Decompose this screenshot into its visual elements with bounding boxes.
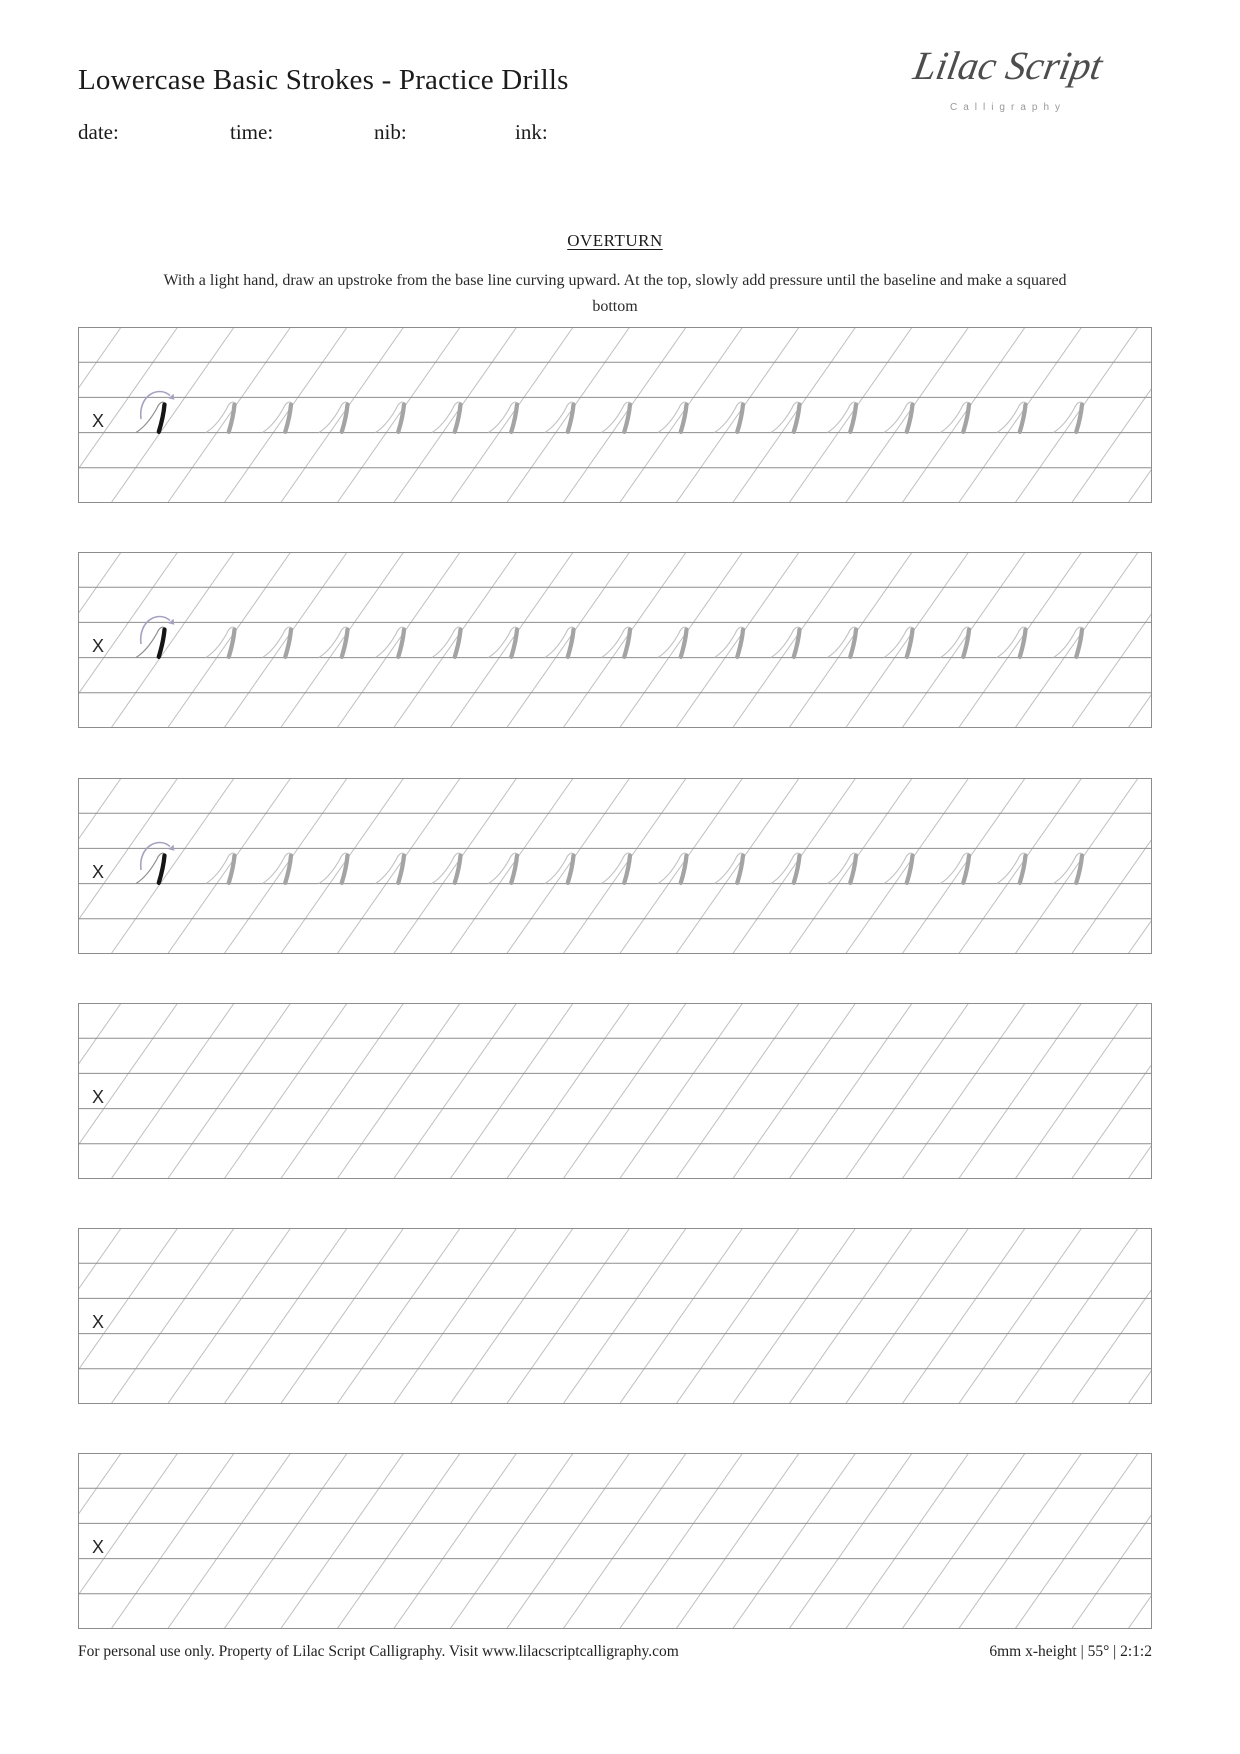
example-stroke-faded [884, 853, 913, 883]
example-stroke-faded [602, 402, 631, 432]
field-label-ink: ink: [515, 120, 548, 144]
row-marker: X [92, 1537, 105, 1557]
example-stroke-faded [771, 402, 800, 432]
example-stroke-faded [432, 853, 461, 883]
example-stroke-faded [432, 627, 461, 657]
field-label-date: date: [78, 120, 119, 144]
example-stroke-faded [489, 853, 518, 883]
example-stroke-faded [941, 402, 970, 432]
example-stroke-faded [206, 627, 235, 657]
example-stroke-faded [997, 402, 1026, 432]
example-stroke-faded [1054, 402, 1083, 432]
example-stroke-faded [319, 627, 348, 657]
example-stroke-faded [489, 402, 518, 432]
instruction-line: bottom [592, 298, 638, 315]
example-stroke-faded [828, 627, 857, 657]
row-marker: X [92, 1312, 105, 1332]
row-marker: X [92, 411, 105, 431]
guideline-grid [78, 327, 1152, 503]
example-stroke-faded [432, 402, 461, 432]
example-stroke-faded [206, 853, 235, 883]
row-marker: X [92, 636, 105, 656]
example-stroke-faded [263, 402, 292, 432]
guideline-grid [78, 778, 1152, 954]
example-stroke-faded [771, 627, 800, 657]
example-stroke-faded [715, 853, 744, 883]
example-stroke-faded [715, 402, 744, 432]
example-stroke-faded [658, 627, 687, 657]
example-stroke-faded [376, 402, 405, 432]
example-stroke-faded [884, 402, 913, 432]
row-marker: X [92, 1087, 105, 1107]
example-stroke-faded [376, 853, 405, 883]
example-stroke-faded [602, 627, 631, 657]
example-stroke-faded [715, 627, 744, 657]
example-stroke-faded [319, 402, 348, 432]
example-stroke-faded [884, 627, 913, 657]
guideline-grid [78, 1228, 1152, 1404]
example-stroke-faded [545, 402, 574, 432]
practice-row-2 [78, 552, 1152, 728]
example-stroke-faded [658, 402, 687, 432]
example-stroke-faded [319, 853, 348, 883]
field-label-nib: nib: [374, 120, 407, 144]
footer-guide-specs: 6mm x-height | 55° | 2:1:2 [989, 1643, 1152, 1660]
practice-row-6 [78, 1453, 1152, 1629]
logo-script-text: Lilac Script [910, 43, 1106, 88]
instruction-line: With a light hand, draw an upstroke from the base line curving upward. At the top, slowly add pressure until the baseline and make a squared [163, 272, 1067, 289]
logo-subtitle: Calligraphy [949, 102, 1067, 113]
example-stroke-faded [828, 402, 857, 432]
page-title: Lowercase Basic Strokes - Practice Drills [78, 64, 569, 96]
example-stroke-faded [997, 853, 1026, 883]
example-stroke-faded [997, 627, 1026, 657]
example-stroke-faded [489, 627, 518, 657]
example-stroke-faded [941, 853, 970, 883]
example-stroke-faded [828, 853, 857, 883]
practice-row-1 [78, 327, 1152, 503]
field-label-time: time: [230, 120, 274, 144]
example-stroke-faded [1054, 853, 1083, 883]
example-stroke-faded [263, 853, 292, 883]
example-stroke-faded [376, 627, 405, 657]
guideline-grid [78, 1453, 1152, 1629]
example-stroke-faded [206, 402, 235, 432]
example-stroke-faded [771, 853, 800, 883]
practice-row-5 [78, 1228, 1152, 1404]
example-stroke-faded [1054, 627, 1083, 657]
example-stroke-faded [263, 627, 292, 657]
example-stroke-faded [545, 627, 574, 657]
example-stroke-faded [658, 853, 687, 883]
example-stroke-faded [602, 853, 631, 883]
example-stroke-faded [941, 627, 970, 657]
row-marker: X [92, 862, 105, 882]
section-heading-text: OVERTURN [567, 231, 663, 250]
practice-row-3 [78, 778, 1152, 954]
example-stroke-faded [545, 853, 574, 883]
practice-row-4 [78, 1003, 1152, 1179]
guideline-grid [78, 552, 1152, 728]
guideline-grid [78, 1003, 1152, 1179]
footer-copyright: For personal use only. Property of Lilac Script Calligraphy. Visit www.lilacscriptcalligraphy.com [78, 1643, 679, 1660]
